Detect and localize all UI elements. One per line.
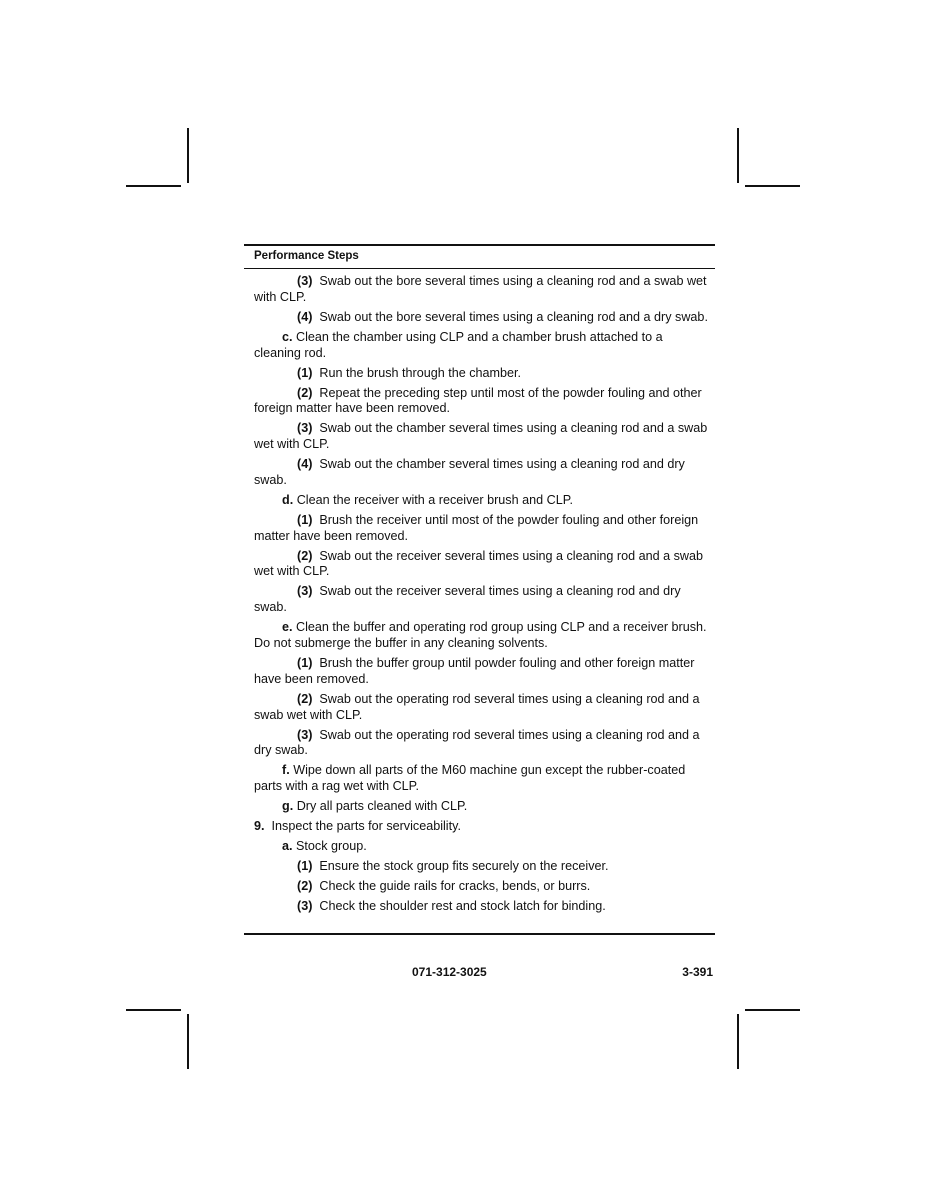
- crop-mark-bottom-left-horizontal: [126, 1009, 181, 1011]
- step-f: f. Wipe down all parts of the M60 machine gun except the rubber-coated parts with a rag wet with CLP.: [254, 763, 686, 794]
- step-b-3: (3) Swab out the bore several times using a cleaning rod and a swab wet with CLP.: [254, 274, 707, 304]
- step-9-a-2: (2) Check the guide rails for cracks, bends, or burrs.: [297, 879, 591, 894]
- step-9-a-3: (3) Check the shoulder rest and stock latch for binding.: [297, 899, 606, 914]
- step-d-3: (3) Swab out the receiver several times using a cleaning rod and dry swab.: [254, 584, 681, 615]
- crop-mark-bottom-right-vertical: [737, 1014, 739, 1069]
- page-number: 3-391: [682, 965, 713, 979]
- step-c: c. Clean the chamber using CLP and a chamber brush attached to a cleaning rod.: [254, 329, 663, 360]
- step-b-4: (4) Swab out the bore several times using a cleaning rod and a dry swab.: [297, 309, 708, 324]
- step-9-a-1: (1) Ensure the stock group fits securely on the receiver.: [297, 859, 609, 874]
- step-9-a: a. Stock group.: [282, 839, 367, 854]
- step-9: 9. Inspect the parts for serviceability.: [254, 819, 461, 834]
- step-e-1: (1) Brush the buffer group until powder fouling and other foreign matter have been removed.: [254, 655, 695, 686]
- performance-steps-content: [254, 274, 710, 919]
- crop-mark-top-right-horizontal: [745, 185, 800, 187]
- step-d-1: (1) Brush the receiver until most of the powder fouling and other foreign matter have been removed.: [254, 512, 699, 543]
- task-number: 071-312-3025: [412, 965, 487, 979]
- section-header: Performance Steps: [254, 250, 359, 262]
- crop-mark-bottom-left-vertical: [187, 1014, 189, 1069]
- step-e-3: (3) Swab out the operating rod several times using a cleaning rod and a dry swab.: [254, 727, 700, 758]
- step-d-2: (2) Swab out the receiver several times using a cleaning rod and a swab wet with CLP.: [254, 548, 704, 579]
- step-c-4: (4) Swab out the chamber several times using a cleaning rod and dry swab.: [254, 457, 685, 487]
- step-e: e. Clean the buffer and operating rod group using CLP and a receiver brush. Do not submerge the buffer in any cleaning solvents.: [254, 620, 707, 650]
- step-c-1: (1) Run the brush through the chamber.: [297, 365, 522, 380]
- crop-mark-top-left-horizontal: [126, 185, 181, 187]
- crop-mark-top-right-vertical: [737, 128, 739, 183]
- step-c-2: (2) Repeat the preceding step until most of the powder fouling and other foreign matter have been removed.: [254, 385, 702, 416]
- step-g: g. Dry all parts cleaned with CLP.: [282, 799, 468, 814]
- crop-mark-top-left-vertical: [187, 128, 189, 183]
- step-e-2: (2) Swab out the operating rod several times using a cleaning rod and a swab wet with CLP.: [254, 691, 700, 722]
- header-top-rule: [244, 244, 715, 246]
- step-c-3: (3) Swab out the chamber several times using a cleaning rod and a swab wet with CLP.: [254, 421, 708, 452]
- content-bottom-rule: [244, 933, 715, 935]
- crop-mark-bottom-right-horizontal: [745, 1009, 800, 1011]
- header-bottom-rule: [244, 268, 715, 269]
- step-d: d. Clean the receiver with a receiver brush and CLP.: [282, 492, 573, 507]
